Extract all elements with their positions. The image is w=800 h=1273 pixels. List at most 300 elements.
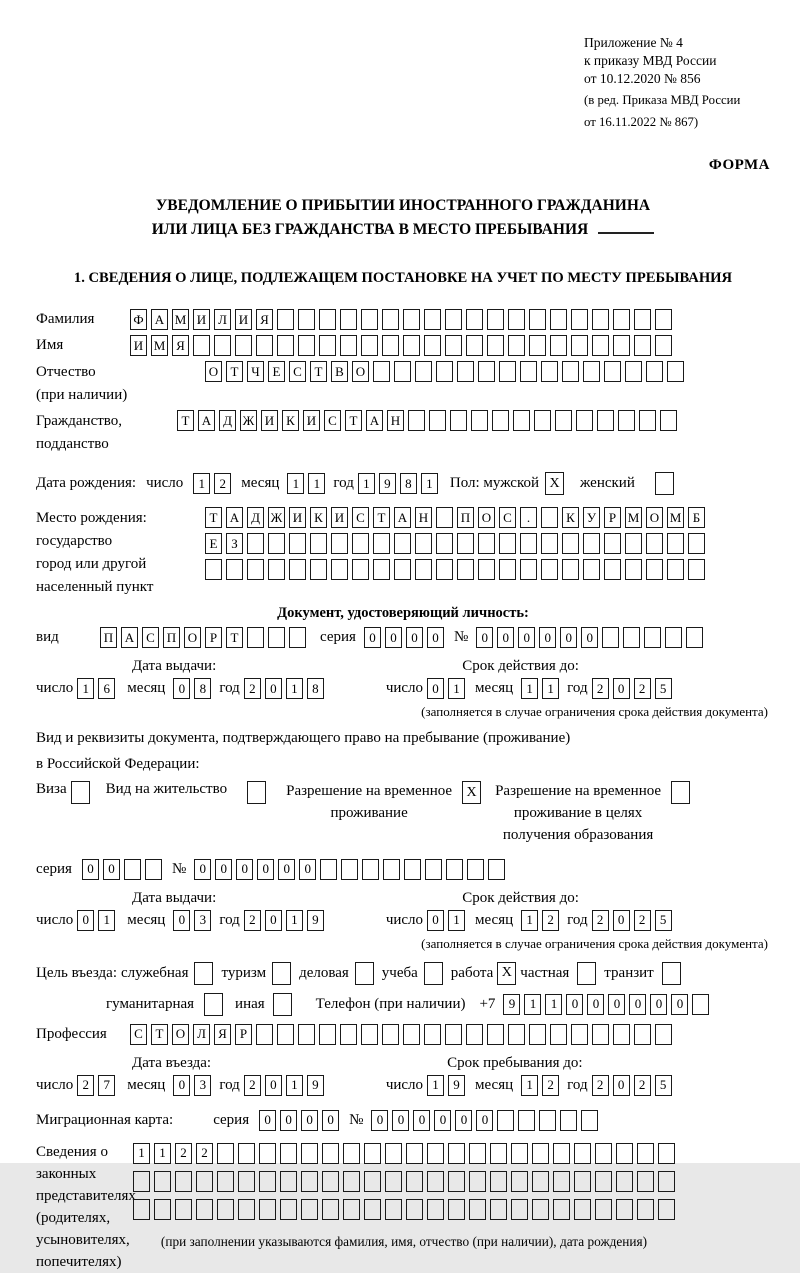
id-num-cells[interactable] [476, 627, 703, 648]
char-cell[interactable] [634, 1024, 651, 1045]
char-cell[interactable]: О [172, 1024, 189, 1045]
char-cell[interactable] [394, 559, 411, 580]
char-cell[interactable]: Т [310, 361, 327, 382]
char-cell[interactable] [511, 1199, 528, 1220]
char-cell[interactable] [616, 1199, 633, 1220]
char-cell[interactable] [361, 309, 378, 330]
char-cell[interactable] [425, 859, 442, 880]
char-cell[interactable] [450, 410, 467, 431]
char-cell[interactable]: С [142, 627, 159, 648]
char-cell[interactable]: И [130, 335, 147, 356]
char-cell[interactable]: М [667, 507, 684, 528]
char-cell[interactable]: 0 [629, 994, 646, 1015]
char-cell[interactable]: П [163, 627, 180, 648]
char-cell[interactable]: А [394, 507, 411, 528]
char-cell[interactable]: О [205, 361, 222, 382]
char-cell[interactable]: 0 [476, 627, 493, 648]
char-cell[interactable] [583, 559, 600, 580]
char-cell[interactable] [394, 533, 411, 554]
resident-expiry-month[interactable] [521, 910, 559, 931]
char-cell[interactable] [658, 1199, 675, 1220]
char-cell[interactable]: 1 [98, 910, 115, 931]
char-cell[interactable] [592, 335, 609, 356]
char-cell[interactable] [623, 627, 640, 648]
char-cell[interactable] [571, 335, 588, 356]
char-cell[interactable] [268, 533, 285, 554]
char-cell[interactable] [553, 1171, 570, 1192]
id-issue-year[interactable] [244, 678, 324, 699]
id-expiry-day[interactable] [427, 678, 465, 699]
char-cell[interactable] [406, 1143, 423, 1164]
char-cell[interactable] [319, 335, 336, 356]
char-cell[interactable] [436, 559, 453, 580]
char-cell[interactable] [604, 533, 621, 554]
char-cell[interactable]: 1 [133, 1143, 150, 1164]
char-cell[interactable] [471, 410, 488, 431]
char-cell[interactable]: 0 [560, 627, 577, 648]
char-cell[interactable] [655, 309, 672, 330]
char-cell[interactable]: 3 [194, 1075, 211, 1096]
char-cell[interactable]: 0 [434, 1110, 451, 1131]
char-cell[interactable]: И [261, 410, 278, 431]
char-cell[interactable]: 0 [265, 910, 282, 931]
char-cell[interactable] [268, 627, 285, 648]
char-cell[interactable]: 2 [77, 1075, 94, 1096]
char-cell[interactable]: Ж [268, 507, 285, 528]
char-cell[interactable] [238, 1171, 255, 1192]
char-cell[interactable] [616, 1171, 633, 1192]
char-cell[interactable]: 0 [280, 1110, 297, 1131]
char-cell[interactable]: Т [373, 507, 390, 528]
char-cell[interactable] [298, 1024, 315, 1045]
id-expiry-year[interactable] [592, 678, 672, 699]
char-cell[interactable]: 1 [448, 678, 465, 699]
temp-residence-edu-checkbox[interactable] [671, 781, 690, 804]
char-cell[interactable]: Р [235, 1024, 252, 1045]
entry-year[interactable] [244, 1075, 324, 1096]
char-cell[interactable] [196, 1171, 213, 1192]
char-cell[interactable] [487, 335, 504, 356]
stay-year[interactable] [592, 1075, 672, 1096]
char-cell[interactable]: И [235, 309, 252, 330]
char-cell[interactable] [592, 309, 609, 330]
char-cell[interactable] [466, 335, 483, 356]
char-cell[interactable] [235, 335, 252, 356]
char-cell[interactable]: 1 [286, 910, 303, 931]
char-cell[interactable]: 0 [194, 859, 211, 880]
char-cell[interactable]: 0 [236, 859, 253, 880]
char-cell[interactable]: 0 [497, 627, 514, 648]
char-cell[interactable] [448, 1199, 465, 1220]
char-cell[interactable] [280, 1199, 297, 1220]
char-cell[interactable] [298, 309, 315, 330]
char-cell[interactable]: 0 [299, 859, 316, 880]
char-cell[interactable] [541, 533, 558, 554]
char-cell[interactable]: Т [205, 507, 222, 528]
id-issue-month[interactable] [173, 678, 211, 699]
char-cell[interactable]: Т [345, 410, 362, 431]
char-cell[interactable]: 0 [215, 859, 232, 880]
char-cell[interactable]: 0 [173, 910, 190, 931]
char-cell[interactable]: Р [205, 627, 222, 648]
char-cell[interactable]: И [303, 410, 320, 431]
char-cell[interactable] [448, 1171, 465, 1192]
char-cell[interactable] [424, 1024, 441, 1045]
visa-checkbox[interactable] [71, 781, 90, 804]
char-cell[interactable] [403, 309, 420, 330]
char-cell[interactable]: А [151, 309, 168, 330]
char-cell[interactable] [532, 1171, 549, 1192]
entry-month[interactable] [173, 1075, 211, 1096]
char-cell[interactable] [415, 533, 432, 554]
char-cell[interactable]: Я [172, 335, 189, 356]
char-cell[interactable] [322, 1171, 339, 1192]
char-cell[interactable] [445, 309, 462, 330]
char-cell[interactable] [133, 1171, 150, 1192]
char-cell[interactable]: 1 [154, 1143, 171, 1164]
char-cell[interactable] [646, 533, 663, 554]
char-cell[interactable]: Ф [130, 309, 147, 330]
char-cell[interactable]: Ч [247, 361, 264, 382]
char-cell[interactable] [364, 1143, 381, 1164]
char-cell[interactable] [655, 1024, 672, 1045]
char-cell[interactable] [520, 533, 537, 554]
char-cell[interactable] [469, 1143, 486, 1164]
char-cell[interactable] [637, 1143, 654, 1164]
id-seriya-cells[interactable] [364, 627, 444, 648]
char-cell[interactable] [289, 627, 306, 648]
char-cell[interactable] [277, 335, 294, 356]
char-cell[interactable]: А [121, 627, 138, 648]
char-cell[interactable] [238, 1199, 255, 1220]
char-cell[interactable]: И [289, 507, 306, 528]
char-cell[interactable] [256, 335, 273, 356]
char-cell[interactable]: 8 [400, 473, 417, 494]
char-cell[interactable]: Н [415, 507, 432, 528]
id-issue-day[interactable] [77, 678, 115, 699]
char-cell[interactable]: А [226, 507, 243, 528]
char-cell[interactable] [457, 533, 474, 554]
char-cell[interactable] [562, 559, 579, 580]
char-cell[interactable]: 0 [371, 1110, 388, 1131]
char-cell[interactable] [574, 1143, 591, 1164]
profession-cells[interactable] [130, 1024, 672, 1045]
char-cell[interactable]: 2 [634, 910, 651, 931]
surname-cells[interactable] [130, 309, 672, 330]
char-cell[interactable] [644, 627, 661, 648]
char-cell[interactable] [352, 559, 369, 580]
char-cell[interactable]: 2 [175, 1143, 192, 1164]
char-cell[interactable]: 1 [287, 473, 304, 494]
phone-cells[interactable] [503, 994, 709, 1015]
char-cell[interactable] [553, 1143, 570, 1164]
char-cell[interactable] [688, 533, 705, 554]
char-cell[interactable] [513, 410, 530, 431]
char-cell[interactable]: 0 [257, 859, 274, 880]
char-cell[interactable]: Я [256, 309, 273, 330]
char-cell[interactable]: Д [247, 507, 264, 528]
char-cell[interactable] [637, 1171, 654, 1192]
char-cell[interactable]: 0 [301, 1110, 318, 1131]
char-cell[interactable]: О [646, 507, 663, 528]
char-cell[interactable] [550, 1024, 567, 1045]
char-cell[interactable] [289, 559, 306, 580]
char-cell[interactable]: С [324, 410, 341, 431]
char-cell[interactable] [499, 533, 516, 554]
birth-day-cells[interactable] [193, 473, 231, 494]
char-cell[interactable] [478, 559, 495, 580]
char-cell[interactable] [560, 1110, 577, 1131]
char-cell[interactable] [499, 361, 516, 382]
char-cell[interactable]: 1 [448, 910, 465, 931]
char-cell[interactable] [343, 1143, 360, 1164]
char-cell[interactable] [478, 533, 495, 554]
char-cell[interactable] [574, 1171, 591, 1192]
char-cell[interactable]: 0 [265, 678, 282, 699]
char-cell[interactable] [298, 335, 315, 356]
purpose-tourism-checkbox[interactable] [272, 962, 291, 985]
char-cell[interactable] [520, 559, 537, 580]
char-cell[interactable] [539, 1110, 556, 1131]
char-cell[interactable] [532, 1143, 549, 1164]
char-cell[interactable]: 0 [455, 1110, 472, 1131]
char-cell[interactable]: Я [214, 1024, 231, 1045]
char-cell[interactable]: 0 [581, 627, 598, 648]
char-cell[interactable] [562, 533, 579, 554]
migration-seriya-cells[interactable] [259, 1110, 339, 1131]
char-cell[interactable] [660, 410, 677, 431]
char-cell[interactable] [310, 533, 327, 554]
char-cell[interactable]: Т [226, 627, 243, 648]
char-cell[interactable]: 1 [193, 473, 210, 494]
char-cell[interactable] [571, 309, 588, 330]
char-cell[interactable] [625, 361, 642, 382]
char-cell[interactable]: 2 [196, 1143, 213, 1164]
char-cell[interactable] [658, 1171, 675, 1192]
char-cell[interactable] [646, 559, 663, 580]
char-cell[interactable]: М [172, 309, 189, 330]
char-cell[interactable] [436, 507, 453, 528]
char-cell[interactable] [268, 559, 285, 580]
char-cell[interactable] [322, 1199, 339, 1220]
char-cell[interactable] [574, 1199, 591, 1220]
char-cell[interactable]: Л [193, 1024, 210, 1045]
char-cell[interactable]: 2 [634, 1075, 651, 1096]
char-cell[interactable]: 1 [521, 678, 538, 699]
purpose-work-checkbox[interactable]: X [497, 962, 516, 985]
char-cell[interactable] [424, 309, 441, 330]
char-cell[interactable] [667, 533, 684, 554]
char-cell[interactable]: И [193, 309, 210, 330]
char-cell[interactable]: 0 [385, 627, 402, 648]
char-cell[interactable]: 0 [406, 627, 423, 648]
char-cell[interactable]: 2 [634, 678, 651, 699]
char-cell[interactable] [613, 309, 630, 330]
char-cell[interactable] [256, 1024, 273, 1045]
resident-issue-day[interactable] [77, 910, 115, 931]
char-cell[interactable] [688, 559, 705, 580]
purpose-other-checkbox[interactable] [273, 993, 292, 1016]
char-cell[interactable]: 2 [244, 1075, 261, 1096]
purpose-transit-checkbox[interactable] [662, 962, 681, 985]
char-cell[interactable]: А [366, 410, 383, 431]
char-cell[interactable] [488, 859, 505, 880]
char-cell[interactable]: . [520, 507, 537, 528]
char-cell[interactable] [331, 559, 348, 580]
char-cell[interactable] [277, 309, 294, 330]
char-cell[interactable] [404, 859, 421, 880]
char-cell[interactable]: 0 [265, 1075, 282, 1096]
char-cell[interactable] [320, 859, 337, 880]
char-cell[interactable]: 0 [413, 1110, 430, 1131]
char-cell[interactable]: 9 [503, 994, 520, 1015]
char-cell[interactable]: И [331, 507, 348, 528]
char-cell[interactable] [406, 1199, 423, 1220]
char-cell[interactable]: 1 [286, 1075, 303, 1096]
char-cell[interactable]: 0 [518, 627, 535, 648]
char-cell[interactable]: 0 [608, 994, 625, 1015]
char-cell[interactable] [511, 1143, 528, 1164]
char-cell[interactable]: 0 [650, 994, 667, 1015]
residence-permit-checkbox[interactable] [247, 781, 266, 804]
char-cell[interactable]: 1 [308, 473, 325, 494]
char-cell[interactable] [625, 559, 642, 580]
char-cell[interactable] [436, 361, 453, 382]
char-cell[interactable]: 9 [307, 1075, 324, 1096]
char-cell[interactable] [445, 335, 462, 356]
char-cell[interactable]: 0 [392, 1110, 409, 1131]
char-cell[interactable]: 1 [77, 678, 94, 699]
char-cell[interactable] [259, 1143, 276, 1164]
char-cell[interactable] [508, 335, 525, 356]
char-cell[interactable] [592, 1024, 609, 1045]
char-cell[interactable] [277, 1024, 294, 1045]
id-doc-type-cells[interactable] [100, 627, 306, 648]
char-cell[interactable]: 0 [427, 910, 444, 931]
char-cell[interactable] [214, 335, 231, 356]
char-cell[interactable] [408, 410, 425, 431]
char-cell[interactable]: 9 [307, 910, 324, 931]
char-cell[interactable] [196, 1199, 213, 1220]
char-cell[interactable] [427, 1199, 444, 1220]
char-cell[interactable] [646, 361, 663, 382]
char-cell[interactable] [352, 533, 369, 554]
char-cell[interactable]: Т [177, 410, 194, 431]
purpose-humanitarian-checkbox[interactable] [204, 993, 223, 1016]
char-cell[interactable]: 5 [655, 1075, 672, 1096]
char-cell[interactable] [469, 1199, 486, 1220]
char-cell[interactable] [602, 627, 619, 648]
char-cell[interactable] [145, 859, 162, 880]
char-cell[interactable] [595, 1143, 612, 1164]
sex-male-checkbox[interactable]: X [545, 472, 564, 495]
char-cell[interactable]: 9 [448, 1075, 465, 1096]
char-cell[interactable] [529, 1024, 546, 1045]
char-cell[interactable] [364, 1199, 381, 1220]
char-cell[interactable] [618, 410, 635, 431]
char-cell[interactable] [487, 309, 504, 330]
char-cell[interactable] [466, 1024, 483, 1045]
char-cell[interactable]: 1 [427, 1075, 444, 1096]
char-cell[interactable]: 0 [82, 859, 99, 880]
char-cell[interactable] [457, 361, 474, 382]
char-cell[interactable] [406, 1171, 423, 1192]
char-cell[interactable] [361, 335, 378, 356]
char-cell[interactable]: З [226, 533, 243, 554]
char-cell[interactable] [427, 1171, 444, 1192]
char-cell[interactable]: Д [219, 410, 236, 431]
char-cell[interactable] [259, 1199, 276, 1220]
char-cell[interactable] [436, 533, 453, 554]
char-cell[interactable] [583, 361, 600, 382]
char-cell[interactable]: 1 [521, 1075, 538, 1096]
char-cell[interactable] [597, 410, 614, 431]
representatives-row-3[interactable] [133, 1199, 675, 1220]
char-cell[interactable] [217, 1171, 234, 1192]
char-cell[interactable] [487, 1024, 504, 1045]
char-cell[interactable] [373, 559, 390, 580]
purpose-business-checkbox[interactable] [355, 962, 374, 985]
char-cell[interactable] [289, 533, 306, 554]
resident-expiry-day[interactable] [427, 910, 465, 931]
char-cell[interactable]: Е [205, 533, 222, 554]
char-cell[interactable]: 1 [542, 678, 559, 699]
char-cell[interactable] [490, 1199, 507, 1220]
char-cell[interactable] [634, 309, 651, 330]
char-cell[interactable]: 1 [286, 678, 303, 699]
char-cell[interactable] [466, 309, 483, 330]
char-cell[interactable]: 1 [545, 994, 562, 1015]
char-cell[interactable]: П [457, 507, 474, 528]
char-cell[interactable] [382, 1024, 399, 1045]
char-cell[interactable]: О [184, 627, 201, 648]
char-cell[interactable]: С [499, 507, 516, 528]
char-cell[interactable] [175, 1171, 192, 1192]
char-cell[interactable]: О [478, 507, 495, 528]
char-cell[interactable] [205, 559, 222, 580]
char-cell[interactable] [124, 859, 141, 880]
char-cell[interactable]: К [282, 410, 299, 431]
resident-issue-year[interactable] [244, 910, 324, 931]
char-cell[interactable] [667, 361, 684, 382]
char-cell[interactable] [403, 1024, 420, 1045]
representatives-row-2[interactable] [133, 1171, 675, 1192]
char-cell[interactable]: 0 [427, 627, 444, 648]
char-cell[interactable] [595, 1171, 612, 1192]
purpose-official-checkbox[interactable] [194, 962, 213, 985]
birth-place-row-1[interactable] [205, 507, 705, 528]
char-cell[interactable]: 2 [214, 473, 231, 494]
char-cell[interactable] [373, 533, 390, 554]
char-cell[interactable] [154, 1171, 171, 1192]
char-cell[interactable] [385, 1143, 402, 1164]
char-cell[interactable] [555, 410, 572, 431]
resident-seriya-cells[interactable] [82, 859, 162, 880]
char-cell[interactable]: 2 [592, 678, 609, 699]
resident-issue-month[interactable] [173, 910, 211, 931]
char-cell[interactable]: Т [226, 361, 243, 382]
char-cell[interactable] [639, 410, 656, 431]
char-cell[interactable] [613, 1024, 630, 1045]
char-cell[interactable] [193, 335, 210, 356]
char-cell[interactable]: Н [387, 410, 404, 431]
char-cell[interactable] [634, 335, 651, 356]
char-cell[interactable]: М [151, 335, 168, 356]
char-cell[interactable]: К [310, 507, 327, 528]
char-cell[interactable] [319, 309, 336, 330]
char-cell[interactable] [154, 1199, 171, 1220]
stay-month[interactable] [521, 1075, 559, 1096]
